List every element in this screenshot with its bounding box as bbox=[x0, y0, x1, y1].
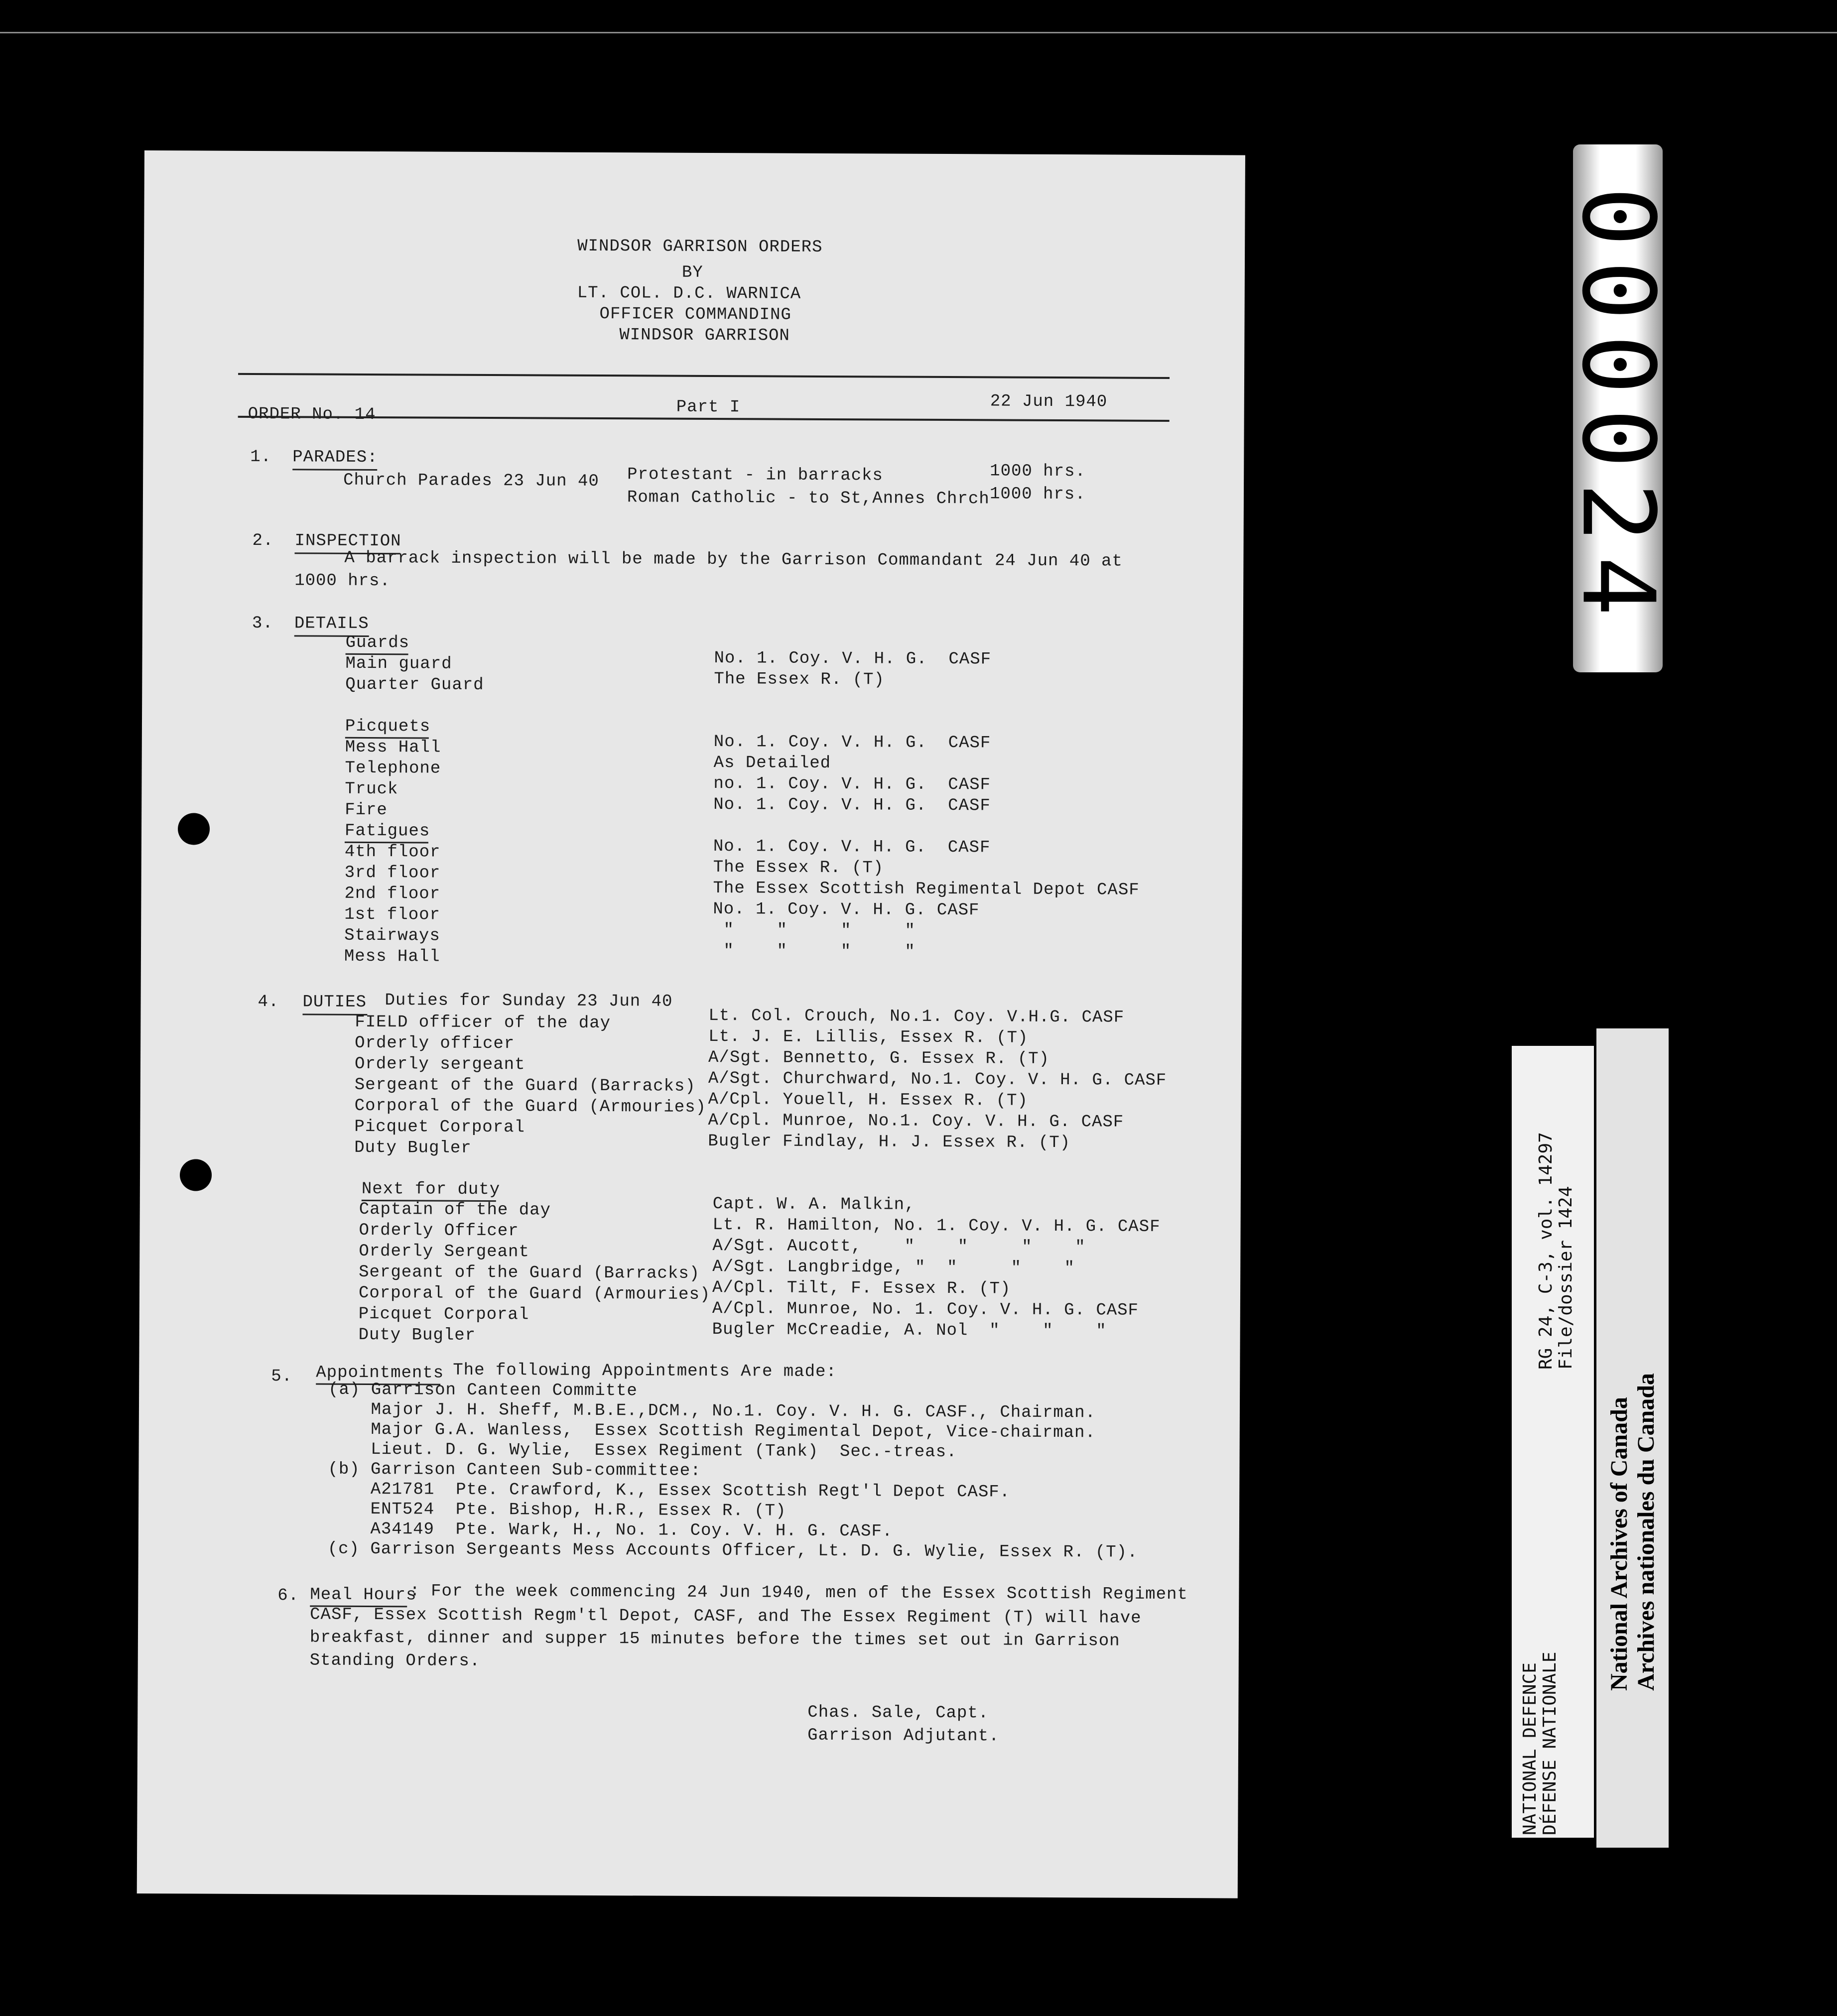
duty-assignee: A/Cpl. Youell, H. Essex R. (T) bbox=[708, 1090, 1028, 1111]
order-document bbox=[137, 150, 1245, 1898]
details-label: Mess Hall bbox=[344, 947, 440, 967]
details-label: Picquets bbox=[345, 717, 431, 737]
appointment-line: Lieut. D. G. Wylie, Essex Regiment (Tank) Sec.-treas. bbox=[328, 1440, 957, 1462]
inspection-text-1: A barrack inspection will be made by the Garrison Commandant 24 Jun 40 at bbox=[344, 548, 1123, 571]
order-number: ORDER No. 14 bbox=[248, 404, 376, 425]
appointment-line: (b) Garrison Canteen Sub-committee: bbox=[328, 1460, 701, 1481]
appointment-line: A34149 Pte. Wark, H., No. 1. Coy. V. H. G. CASF. bbox=[327, 1519, 893, 1541]
next-duty-role: Corporal of the Guard (Armouries) bbox=[358, 1283, 711, 1304]
meal-hours-text-2: CASF, Essex Scottish Regm'tl Depot, CASF, and The Essex Regiment (T) will have bbox=[310, 1605, 1142, 1628]
next-duty-assignee: Bugler McCreadie, A. Nol " " " bbox=[712, 1320, 1107, 1341]
next-duty-role: Picquet Corporal bbox=[358, 1304, 529, 1325]
duty-assignee: Lt. Col. Crouch, No.1. Coy. V.H.G. CASF bbox=[708, 1006, 1125, 1027]
section-title-appointments: Appointments bbox=[316, 1363, 444, 1383]
duty-role: Picquet Corporal bbox=[354, 1117, 525, 1137]
next-duty-assignee: Lt. R. Hamilton, No. 1. Coy. V. H. G. CASF bbox=[712, 1215, 1161, 1237]
section-title-meal-hours: Meal Hours bbox=[310, 1585, 417, 1605]
frame-number: 000024 bbox=[1560, 186, 1676, 630]
duty-assignee: A/Cpl. Munroe, No.1. Coy. V. H. G. CASF bbox=[708, 1111, 1124, 1132]
appointment-line: A21781 Pte. Crawford, K., Essex Scottish Regt'l Depot CASF. bbox=[328, 1480, 1011, 1502]
parade-protestant-time: 1000 hrs. bbox=[990, 462, 1086, 482]
duty-role: Orderly officer bbox=[355, 1033, 515, 1054]
signature-title: Garrison Adjutant. bbox=[807, 1726, 1000, 1746]
header-by: BY bbox=[681, 263, 703, 282]
section-number: 6. bbox=[277, 1586, 299, 1606]
details-value: No. 1. Coy. V. H. G. CASF bbox=[713, 732, 991, 753]
details-value: The Essex R. (T) bbox=[714, 669, 885, 690]
appointment-line: (c) Garrison Sergeants Mess Accounts Officer, Lt. D. G. Wylie, Essex R. (T). bbox=[327, 1539, 1138, 1562]
details-value: " " " " bbox=[712, 941, 916, 962]
duty-role: Sergeant of the Guard (Barracks) bbox=[354, 1075, 696, 1096]
meal-hours-text-4: Standing Orders. bbox=[309, 1651, 481, 1671]
parade-catholic-time: 1000 hrs. bbox=[989, 485, 1086, 504]
national-archives-tab bbox=[1596, 1028, 1669, 1848]
next-duty-assignee: A/Sgt. Langbridge, " " " " bbox=[712, 1257, 1075, 1278]
details-value: no. 1. Coy. V. H. G. CASF bbox=[713, 774, 991, 795]
meal-hours-text-3: breakfast, dinner and supper 15 minutes before the times set out in Garrison bbox=[309, 1628, 1120, 1651]
section-title-duties: DUTIES bbox=[302, 993, 367, 1012]
header-commander: LT. COL. D.C. WARNICA bbox=[577, 283, 801, 304]
order-bar-top-rule bbox=[238, 373, 1170, 379]
section-title-inspection: INSPECTION bbox=[294, 531, 401, 551]
meal-hours-text-1: : For the week commencing 24 Jun 1940, men of the Essex Scottish Regiment bbox=[409, 1582, 1188, 1605]
appointment-line: (a) Garrison Canteen Committe bbox=[328, 1380, 638, 1401]
parade-label: Church Parades 23 Jun 40 bbox=[343, 471, 599, 491]
next-duty-assignee: A/Sgt. Aucott, " " " " bbox=[712, 1236, 1086, 1258]
header-garrison: WINDSOR GARRISON bbox=[619, 326, 790, 346]
next-duty-role: Duty Bugler bbox=[358, 1325, 476, 1345]
next-duty-assignee: Capt. W. A. Malkin, bbox=[712, 1194, 916, 1215]
order-part: Part I bbox=[676, 397, 741, 417]
section-number: 5. bbox=[271, 1367, 293, 1386]
next-duty-assignee: A/Cpl. Tilt, F. Essex R. (T) bbox=[712, 1278, 1011, 1299]
reference-line-1: RG 24, C-3, vol. 14297 bbox=[1536, 1132, 1556, 1370]
duty-assignee: A/Sgt. Bennetto, G. Essex R. (T) bbox=[708, 1048, 1050, 1069]
details-label: Mess Hall bbox=[345, 738, 441, 757]
punch-hole bbox=[178, 813, 210, 845]
next-duty-assignee: A/Cpl. Munroe, No. 1. Coy. V. H. G. CASF bbox=[712, 1299, 1139, 1320]
top-border-line bbox=[0, 32, 1837, 33]
parade-protestant: Protestant - in barracks bbox=[627, 465, 883, 486]
duties-subtitle: Duties for Sunday 23 Jun 40 bbox=[385, 991, 673, 1011]
details-value: The Essex R. (T) bbox=[713, 858, 884, 878]
next-duty-role: Captain of the day bbox=[359, 1200, 551, 1220]
duty-role: Corporal of the Guard (Armouries) bbox=[354, 1096, 707, 1117]
details-label: Stairways bbox=[344, 926, 440, 946]
signature-name: Chas. Sale, Capt. bbox=[807, 1703, 989, 1723]
duty-assignee: Bugler Findlay, H. J. Essex R. (T) bbox=[708, 1132, 1071, 1153]
department-line-2: DÉFENSE NATIONALE bbox=[1540, 1651, 1560, 1835]
details-label: Fire bbox=[345, 800, 388, 820]
details-value: No. 1. Coy. V. H. G. CASF bbox=[714, 648, 992, 669]
section-number: 2. bbox=[252, 531, 274, 551]
header-role: OFFICER COMMANDING bbox=[599, 304, 791, 325]
frame-number-stamp bbox=[1560, 144, 1676, 672]
next-duty-role: Orderly Officer bbox=[359, 1221, 519, 1241]
next-duty-title: Next for duty bbox=[361, 1179, 501, 1200]
header-title: WINDSOR GARRISON ORDERS bbox=[577, 237, 823, 257]
section-title-details: DETAILS bbox=[294, 614, 369, 633]
duty-role: Orderly sergeant bbox=[354, 1054, 525, 1075]
details-label: 1st floor bbox=[344, 905, 441, 925]
details-value: No. 1. Coy. V. H. G. CASF bbox=[713, 837, 991, 858]
duty-assignee: Lt. J. E. Lillis, Essex R. (T) bbox=[708, 1027, 1029, 1048]
archives-name-fr: Archives nationales du Canada bbox=[1633, 1373, 1659, 1691]
next-duty-role: Orderly Sergeant bbox=[359, 1242, 529, 1262]
duty-role: Duty Bugler bbox=[354, 1138, 472, 1158]
punch-hole bbox=[180, 1159, 212, 1191]
order-date: 22 Jun 1940 bbox=[990, 392, 1108, 412]
details-value: No. 1. Coy. V. H. G. CASF bbox=[713, 899, 980, 920]
reference-line-2: File/dossier 1424 bbox=[1556, 1186, 1576, 1370]
details-value: As Detailed bbox=[713, 753, 831, 773]
archive-reference-tab bbox=[1512, 1046, 1594, 1838]
details-label: Truck bbox=[345, 779, 398, 799]
details-label: 4th floor bbox=[344, 842, 441, 862]
duty-assignee: A/Sgt. Churchward, No.1. Coy. V. H. G. CASF bbox=[708, 1069, 1167, 1090]
appointments-intro: The following Appointments Are made: bbox=[453, 1361, 837, 1382]
section-number: 1. bbox=[250, 447, 272, 467]
details-label: 2nd floor bbox=[344, 884, 441, 904]
details-label: Main guard bbox=[345, 654, 452, 674]
appointment-line: Major G.A. Wanless, Essex Scottish Regimental Depot, Vice-chairman. bbox=[328, 1420, 1096, 1443]
next-duty-role: Sergeant of the Guard (Barracks) bbox=[359, 1262, 700, 1283]
appointment-line: Major J. H. Sheff, M.B.E.,DCM., No.1. Coy. V. H. G. CASF., Chairman. bbox=[328, 1400, 1096, 1423]
archives-name-en: National Archives of Canada bbox=[1606, 1397, 1632, 1691]
parade-catholic: Roman Catholic - to St,Annes Chrch bbox=[627, 488, 990, 509]
section-number: 3. bbox=[252, 614, 273, 633]
department-line-1: NATIONAL DEFENCE bbox=[1520, 1662, 1540, 1835]
details-label: 3rd floor bbox=[344, 863, 441, 883]
section-number: 4. bbox=[258, 993, 279, 1012]
section-title-parades: PARADES: bbox=[292, 448, 378, 468]
details-value: The Essex Scottish Regimental Depot CASF bbox=[713, 879, 1140, 900]
details-label: Fatigues bbox=[344, 821, 430, 841]
inspection-text-2: 1000 hrs. bbox=[294, 571, 391, 591]
details-label: Telephone bbox=[345, 758, 441, 778]
details-label: Quarter Guard bbox=[345, 675, 484, 695]
duty-role: FIELD officer of the day bbox=[355, 1012, 611, 1033]
details-value: No. 1. Coy. V. H. G. CASF bbox=[713, 795, 991, 816]
appointment-line: ENT524 Pte. Bishop, H.R., Essex R. (T) bbox=[328, 1500, 787, 1521]
details-label: Guards bbox=[345, 633, 410, 653]
details-value: " " " " bbox=[713, 920, 916, 941]
